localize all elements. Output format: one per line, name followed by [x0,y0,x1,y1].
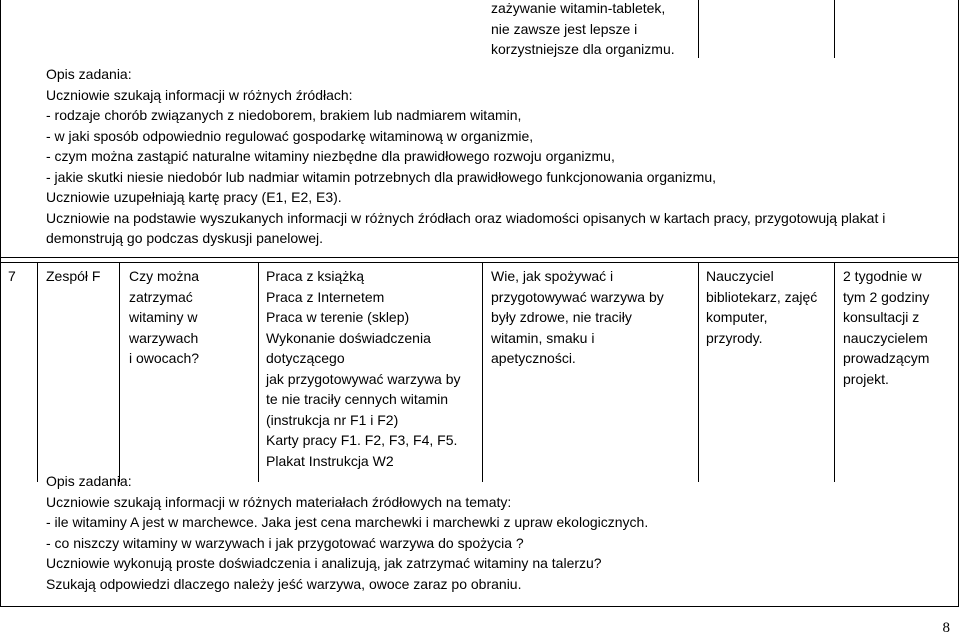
teacher-line: przyrody. [706,329,763,346]
teacher-line: bibliotekarz, zajęć [706,288,818,305]
row7-team: Zespół F [46,268,101,284]
outcome-line: przygotowywać warzywa by [491,288,664,305]
methods-line: Plakat Instrukcja W2 [266,452,394,469]
section2-line: Opis zadania: [46,473,132,489]
row7-methods [266,266,461,471]
column-divider-top-2 [834,0,835,58]
row-divider-top [0,257,959,258]
row-divider-middle [0,262,959,263]
table-border-bottom [0,606,959,607]
column-divider-top-1 [698,0,699,58]
methods-line: te nie traciły cennych witamin [266,391,449,407]
section1-line: - rodzaje chorób związanych z niedoborem, brakiem lub nadmiarem witamin, [46,107,522,123]
top-cell-text [491,0,675,60]
section1-line: - czym można zastąpić naturalne witaminy niezbędne dla prawidłowego rozwoju organizmu, [46,148,615,164]
methods-line: (instrukcja nr F1 i F2) [266,411,399,428]
row7-outcome [491,266,664,369]
time-line: nauczycielem [843,329,928,346]
time-line: konsultacji z [843,309,920,325]
teacher-line: Nauczyciel [706,268,774,284]
section1-line: demonstrują go podczas dyskusji panelowej. [46,230,324,246]
methods-line: Praca z Internetem [266,288,385,305]
section1-line: Uczniowie uzupełniają kartę pracy (E1, E2, E3). [46,189,342,205]
column-divider-row7-5 [698,262,699,482]
section1-line: Uczniowie na podstawie wyszukanych informacji w różnych źródłach oraz wiadomości opisanych w kartach pracy, przygotowują plakat i [46,209,886,226]
row7-time [843,266,929,389]
table-border-left [0,0,1,606]
section2-description [46,471,648,594]
question-line: warzywach [129,329,199,346]
outcome-line: były zdrowe, nie traciły [491,309,632,325]
methods-line: Karty pracy F1. F2, F3, F4, F5. [266,432,458,448]
question-line: Czy można [129,268,200,284]
time-line: 2 tygodnie w [843,268,922,284]
top-cell-line: zażywanie witamin-tabletek, [491,0,666,16]
section2-line: Uczniowie wykonują proste doświadczenia i analizują, jak zatrzymać witaminy na talerzu? [46,555,602,571]
section2-line: Uczniowie szukają informacji w różnych materiałach źródłowych na tematy: [46,493,512,510]
time-line: tym 2 godziny [843,288,930,305]
column-divider-row7-2 [119,262,120,482]
outcome-line: apetyczności. [491,350,576,366]
methods-line: Praca z książką [266,268,365,284]
column-divider-row7-1 [37,262,38,482]
question-line: zatrzymać [129,288,193,305]
column-divider-row7-3 [258,262,259,482]
table-border-right [958,0,959,606]
time-line: prowadzącym [843,350,930,366]
row7-number: 7 [8,268,16,284]
section1-line: Uczniowie szukają informacji w różnych źródłach: [46,86,353,103]
column-divider-row7-6 [834,262,835,482]
outcome-line: witamin, smaku i [491,329,595,346]
section2-line: - ile witaminy A jest w marchewce. Jaka jest cena marchewki i marchewki z upraw ekologicznych. [46,514,649,530]
top-cell-line: nie zawsze jest lepsze i [491,20,638,37]
row7-teacher [706,266,817,348]
page-number: 8 [942,620,950,636]
methods-line: dotyczącego [266,350,345,366]
question-line: witaminy w [129,309,198,325]
section1-line: Opis zadania: [46,66,132,82]
methods-line: Wykonanie doświadczenia [266,329,431,346]
section2-line: - co niszczy witaminy w warzywach i jak przygotować warzywa do spożycia ? [46,534,524,551]
top-cell-line: korzystniejsze dla organizmu. [491,41,675,57]
row7-question [129,266,199,369]
section1-description [46,64,885,249]
methods-line: jak przygotowywać warzywa by [266,370,461,387]
question-line: i owocach? [129,350,200,366]
section1-line: - w jaki sposób odpowiednio regulować gospodarkę witaminową w organizmie, [46,127,534,144]
outcome-line: Wie, jak spożywać i [491,268,614,284]
time-line: projekt. [843,370,889,387]
column-divider-row7-4 [482,262,483,482]
section1-line: - jakie skutki niesie niedobór lub nadmiar witamin potrzebnych dla prawidłowego funkcjonowania organizmu, [46,168,717,185]
methods-line: Praca w terenie (sklep) [266,309,410,325]
section2-line: Szukają odpowiedzi dlaczego należy jeść warzywa, owoce zaraz po obraniu. [46,575,522,592]
teacher-line: komputer, [706,309,768,325]
